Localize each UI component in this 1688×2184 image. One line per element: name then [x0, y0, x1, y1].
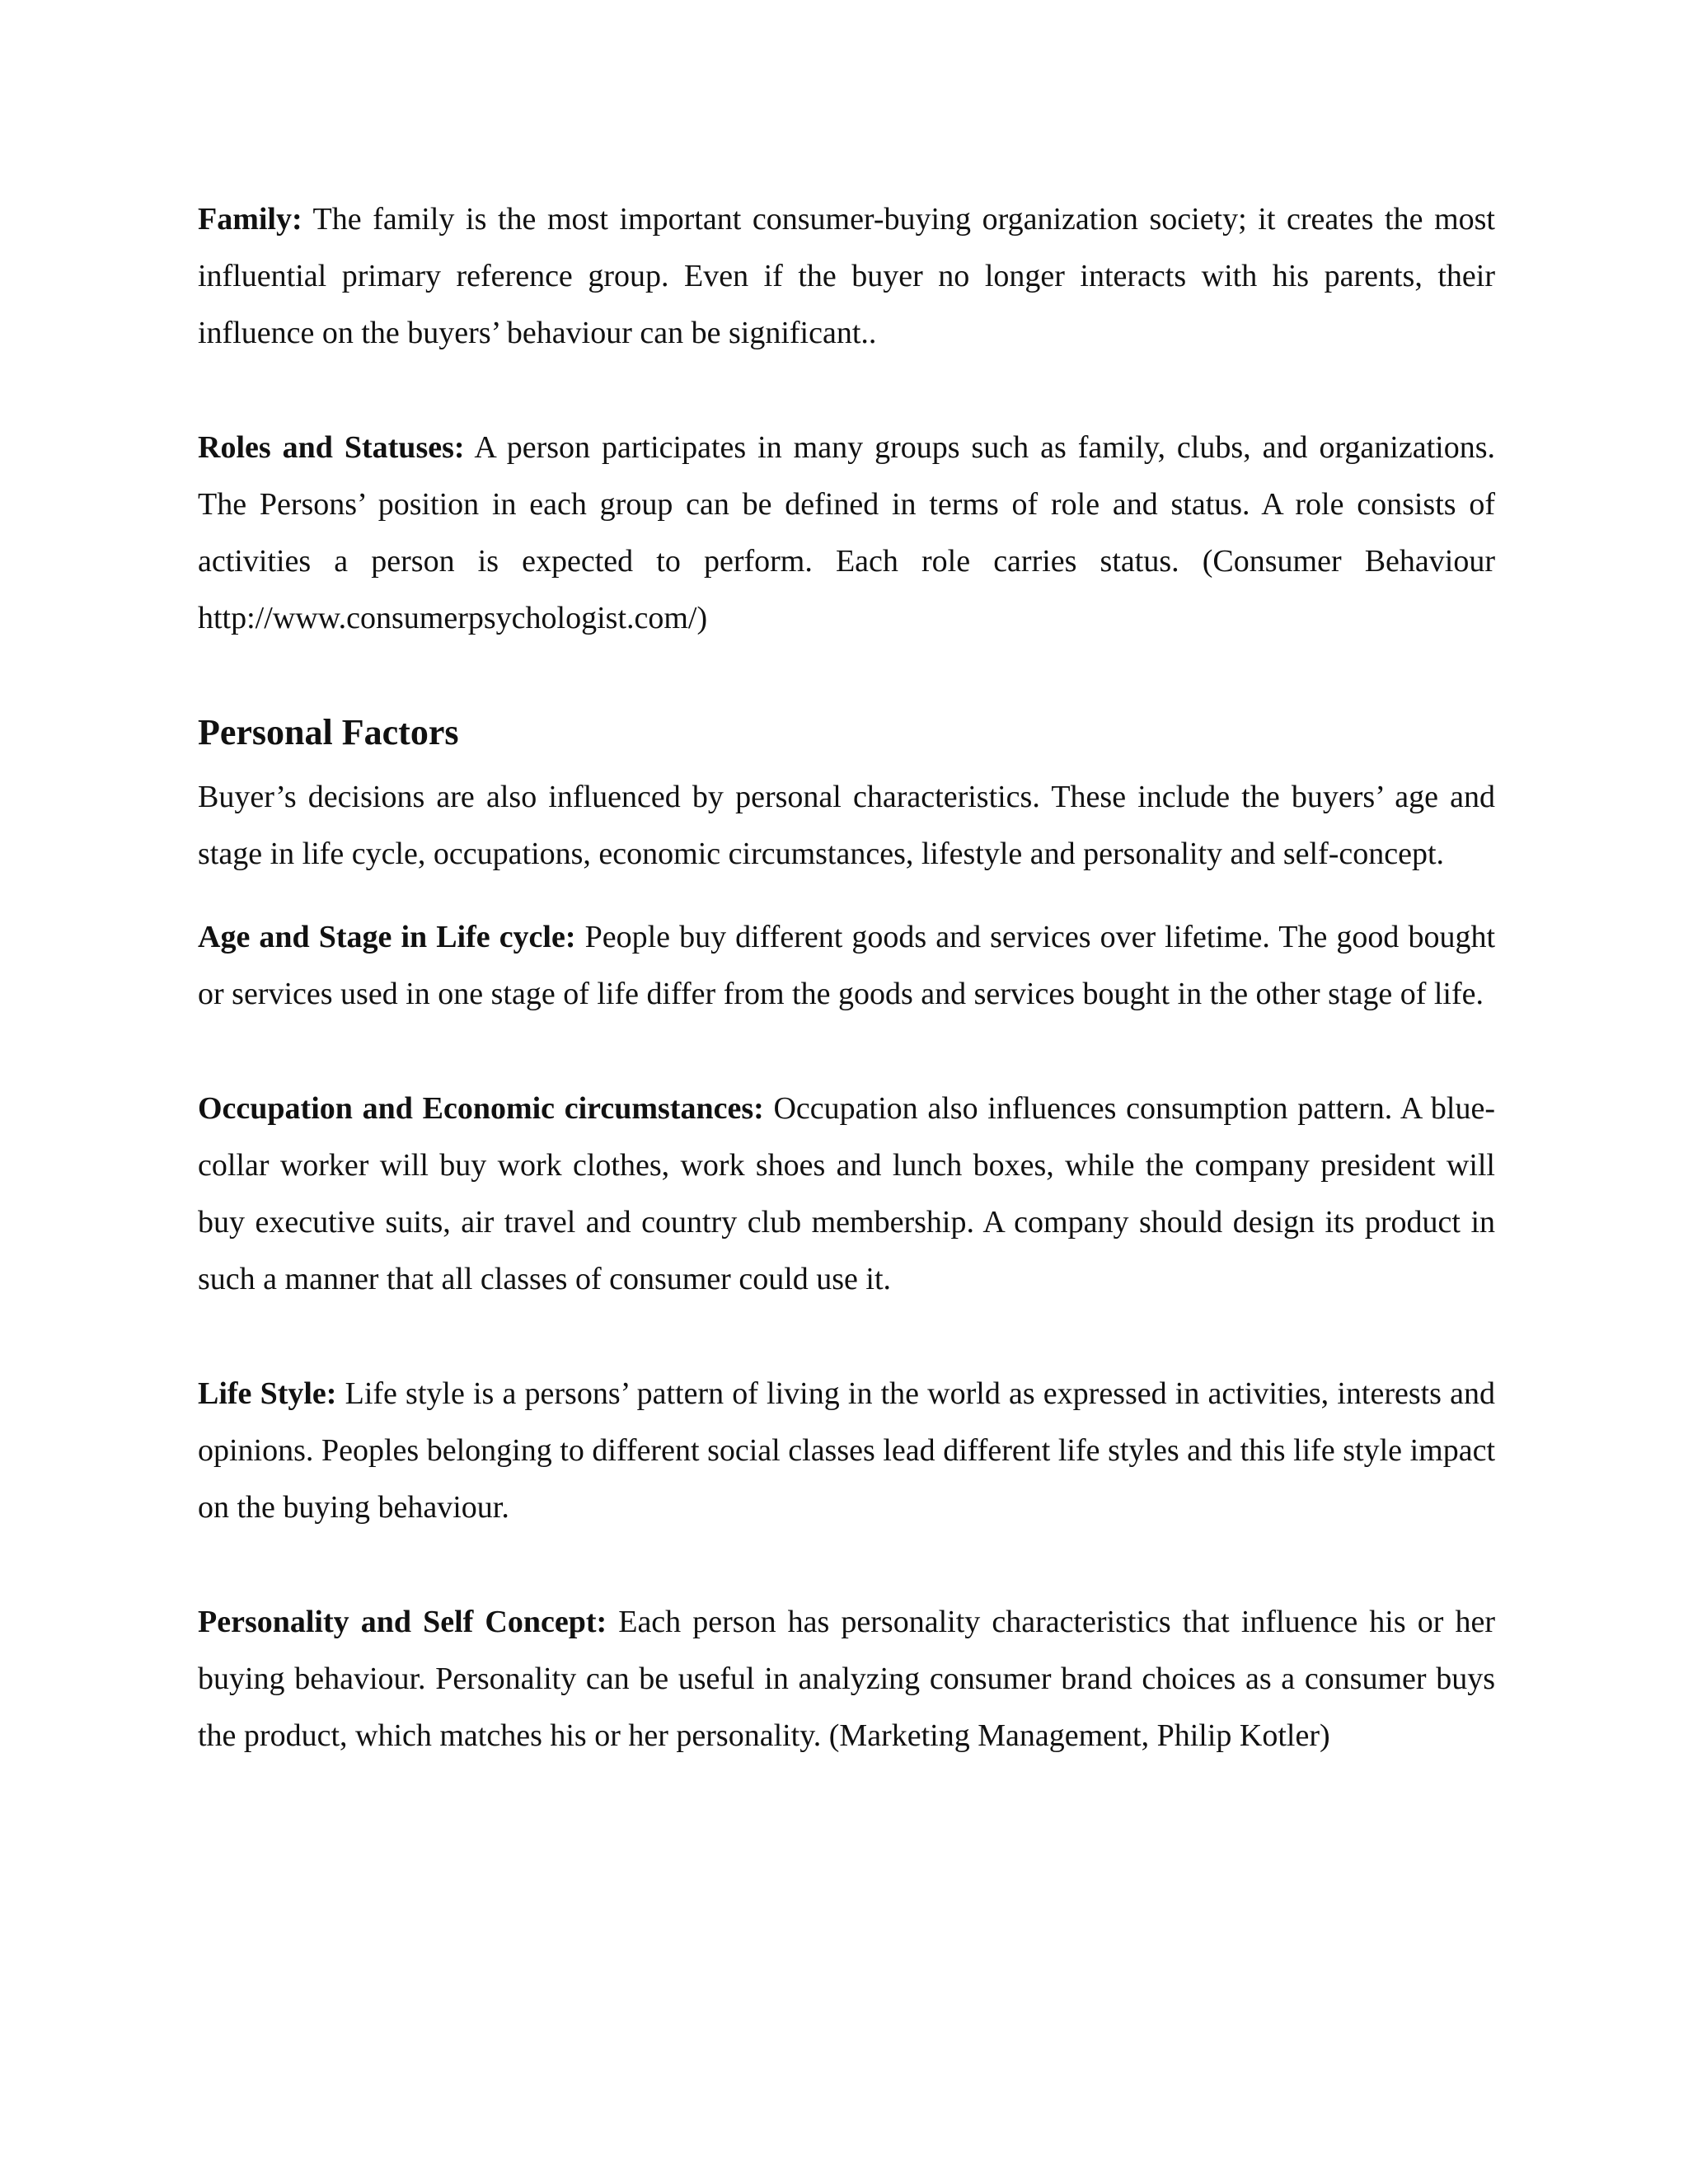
lifestyle-term: Life Style: [198, 1376, 337, 1411]
family-term: Family: [198, 202, 302, 237]
age-text: People buy different goods and services over lifetime. The good bought or services used in one stage of life differ from the goods and services bought in the other stage of life. [198, 920, 1496, 1011]
age-term: Age and Stage in Life cycle: [198, 920, 576, 954]
personality-term: Personality and Self Concept: [198, 1605, 607, 1639]
age-paragraph [198, 909, 1495, 1023]
roles-term: Roles and Statuses: [198, 430, 465, 465]
family-paragraph [198, 191, 1495, 362]
occupation-paragraph [198, 1080, 1495, 1308]
page-content [198, 191, 1495, 1765]
personality-text: Each person has personality characteristics that influence his or her buying behaviour. Personality can be useful in analyzing consumer brand choices as a consumer buys the product, which matches his or her personality. (Marketing Management, Philip Kotler) [198, 1605, 1495, 1753]
personality-paragraph [198, 1594, 1495, 1765]
personal-factors-heading: Personal Factors [198, 712, 459, 752]
roles-paragraph [198, 419, 1495, 647]
lifestyle-text: Life style is a persons’ pattern of living in the world as expressed in activities, interests and opinions. Peoples belonging to different social classes lead different life styles and this life style impact on the buying behaviour. [198, 1376, 1495, 1525]
roles-text: A person participates in many groups such as family, clubs, and organizations. The Persons’ position in each group can be defined in terms of role and status. A role consists of activities a person is expected to perform. Each role carries status. (Consumer Behaviour http://www.consumerpsychologist.com/) [198, 430, 1495, 635]
lifestyle-paragraph [198, 1366, 1495, 1536]
family-text: The family is the most important consumer-buying organization society; it creates the most influential primary reference group. Even if the buyer no longer interacts with his parents, their influence on the buyers’ behaviour can be significant.. [198, 202, 1495, 350]
personal-factors-intro: Buyer’s decisions are also influenced by personal characteristics. These include the buyers’ age and stage in life cycle, occupations, economic circumstances, lifestyle and personality and self-concept. [198, 780, 1495, 871]
occupation-term: Occupation and Economic circumstances: [198, 1091, 764, 1126]
occupation-text: Occupation also influences consumption pattern. A blue-collar worker will buy work clothes, work shoes and lunch boxes, while the company president will buy executive suits, air travel and country club membership. A company should design its product in such a manner that all classes of consumer could use it. [198, 1091, 1495, 1296]
